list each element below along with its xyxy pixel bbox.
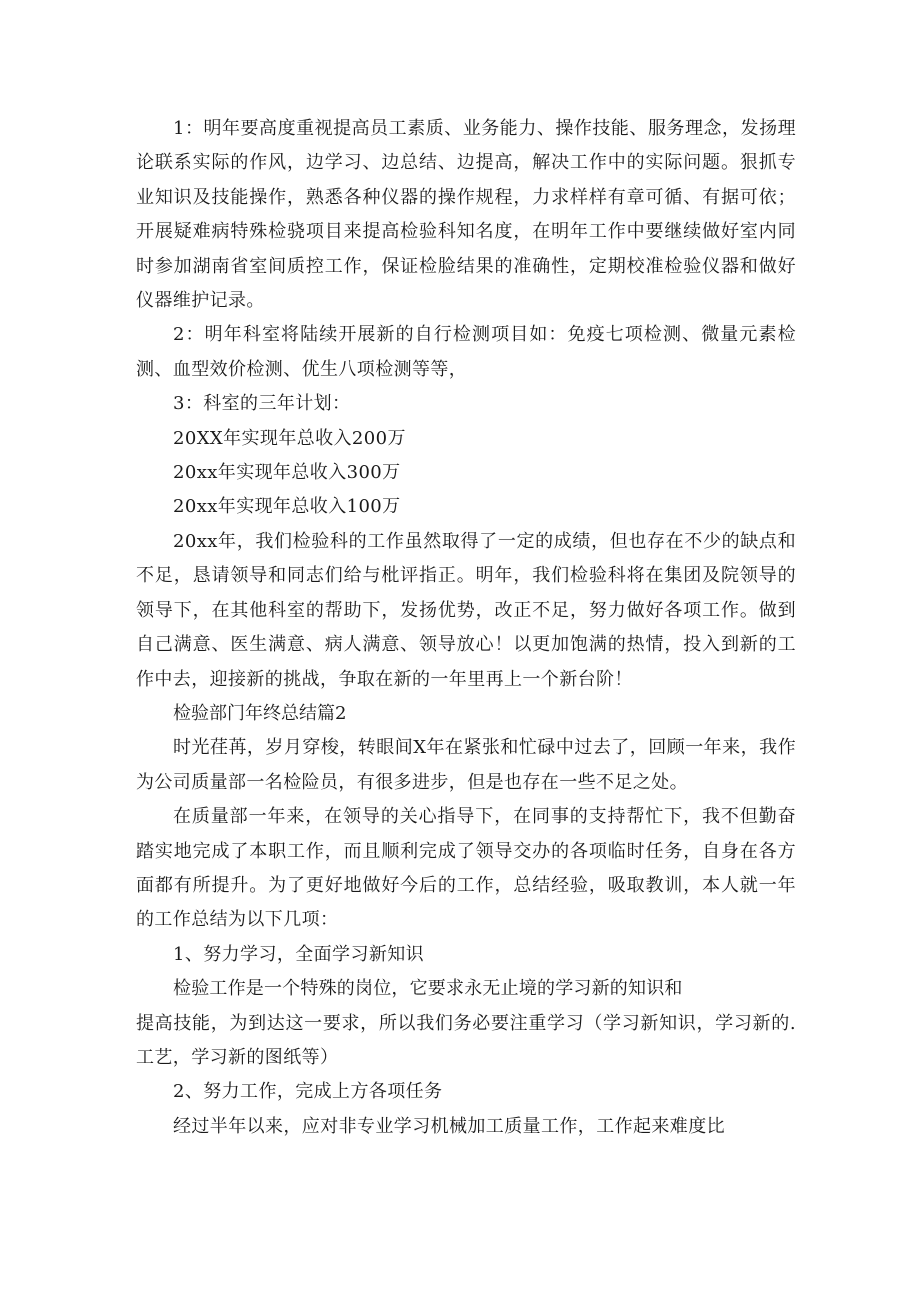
paragraph-intro: 时光荏苒，岁月穿梭，转眼间X年在紧张和忙碌中过去了，回顾一年来，我作为公司质量部一名检险员，有很多进步，但是也存在一些不足之处。 [136,737,796,793]
document-body [136,112,796,1144]
paragraph-work: 经过半年以来，应对非专业学习机械加工质量工作，工作起来难度比 [173,1115,725,1137]
paragraph-revenue-target-2: 20xx年实现年总收入300万 [173,462,401,484]
subheading-study: 1、努力学习，全面学习新知识 [173,943,425,965]
paragraph-revenue-target-3: 20xx年实现年总收入100万 [173,496,401,518]
paragraph-revenue-target-1: 20XX年实现年总收入200万 [173,427,406,449]
section-title: 检验部门年终总结篇2 [173,702,347,724]
paragraph-plan-item-2: 2：明年科室将陆续开展新的自行检测项目如：免疫七项检测、微量元素检测、血型效价检测、优生八项检测等等， [136,324,796,380]
paragraph-plan-item-3: 3：科室的三年计划： [173,393,351,415]
paragraph-overview: 在质量部一年来，在领导的关心指导下，在同事的支持帮忙下，我不但勤奋踏实地完成了本职工作，而且顺利完成了领导交办的各项临时任务，自身在各方面都有所提升。为了更好地做好今后的工作，总结经验，吸取教训，本人就一年的工作总结为以下几项： [136,806,796,931]
paragraph-conclusion: 20xx年，我们检验科的工作虽然取得了一定的成绩，但也存在不少的缺点和不足，恳请领导和同志们给与枇评指正。明年，我们检验科将在集团及院领导的领导下，在其他科室的帮助下，发扬优势，改正不足，努力做好各项工作。做到自己满意、医生满意、病人满意、领导放心！以更加饱满的热情，投入到新的工作中去，迎接新的挑战，争取在新的一年里再上一个新台阶！ [136,530,796,690]
paragraph-study-line-1: 检验工作是一个特殊的岗位，它要求永无止境的学习新的知识和 [173,978,683,1000]
subheading-work: 2、努力工作，完成上方各项任务 [173,1081,443,1103]
paragraph-plan-item-1: 1：明年要高度重视提高员工素质、业务能力、操作技能、服务理念，发扬理论联系实际的作风，边学习、边总结、边提高，解决工作中的实际问题。狠抓专业知识及技能操作，熟悉各种仪器的操作规程，力求样样有章可循、有据可依；开展疑难病特殊检骁项目来提高检验科知名度，在明年工作中要继续做好室内同时参加湖南省室间质控工作，保证检脸结果的准确性，定期校准检验仪器和做好仪器维护记录。 [136,118,796,312]
paragraph-study-line-2: 提高技能，为到达这一要求，所以我们务必要注重学习（学习新知识，学习新的.工艺，学习新的图纸等） [136,1012,796,1068]
